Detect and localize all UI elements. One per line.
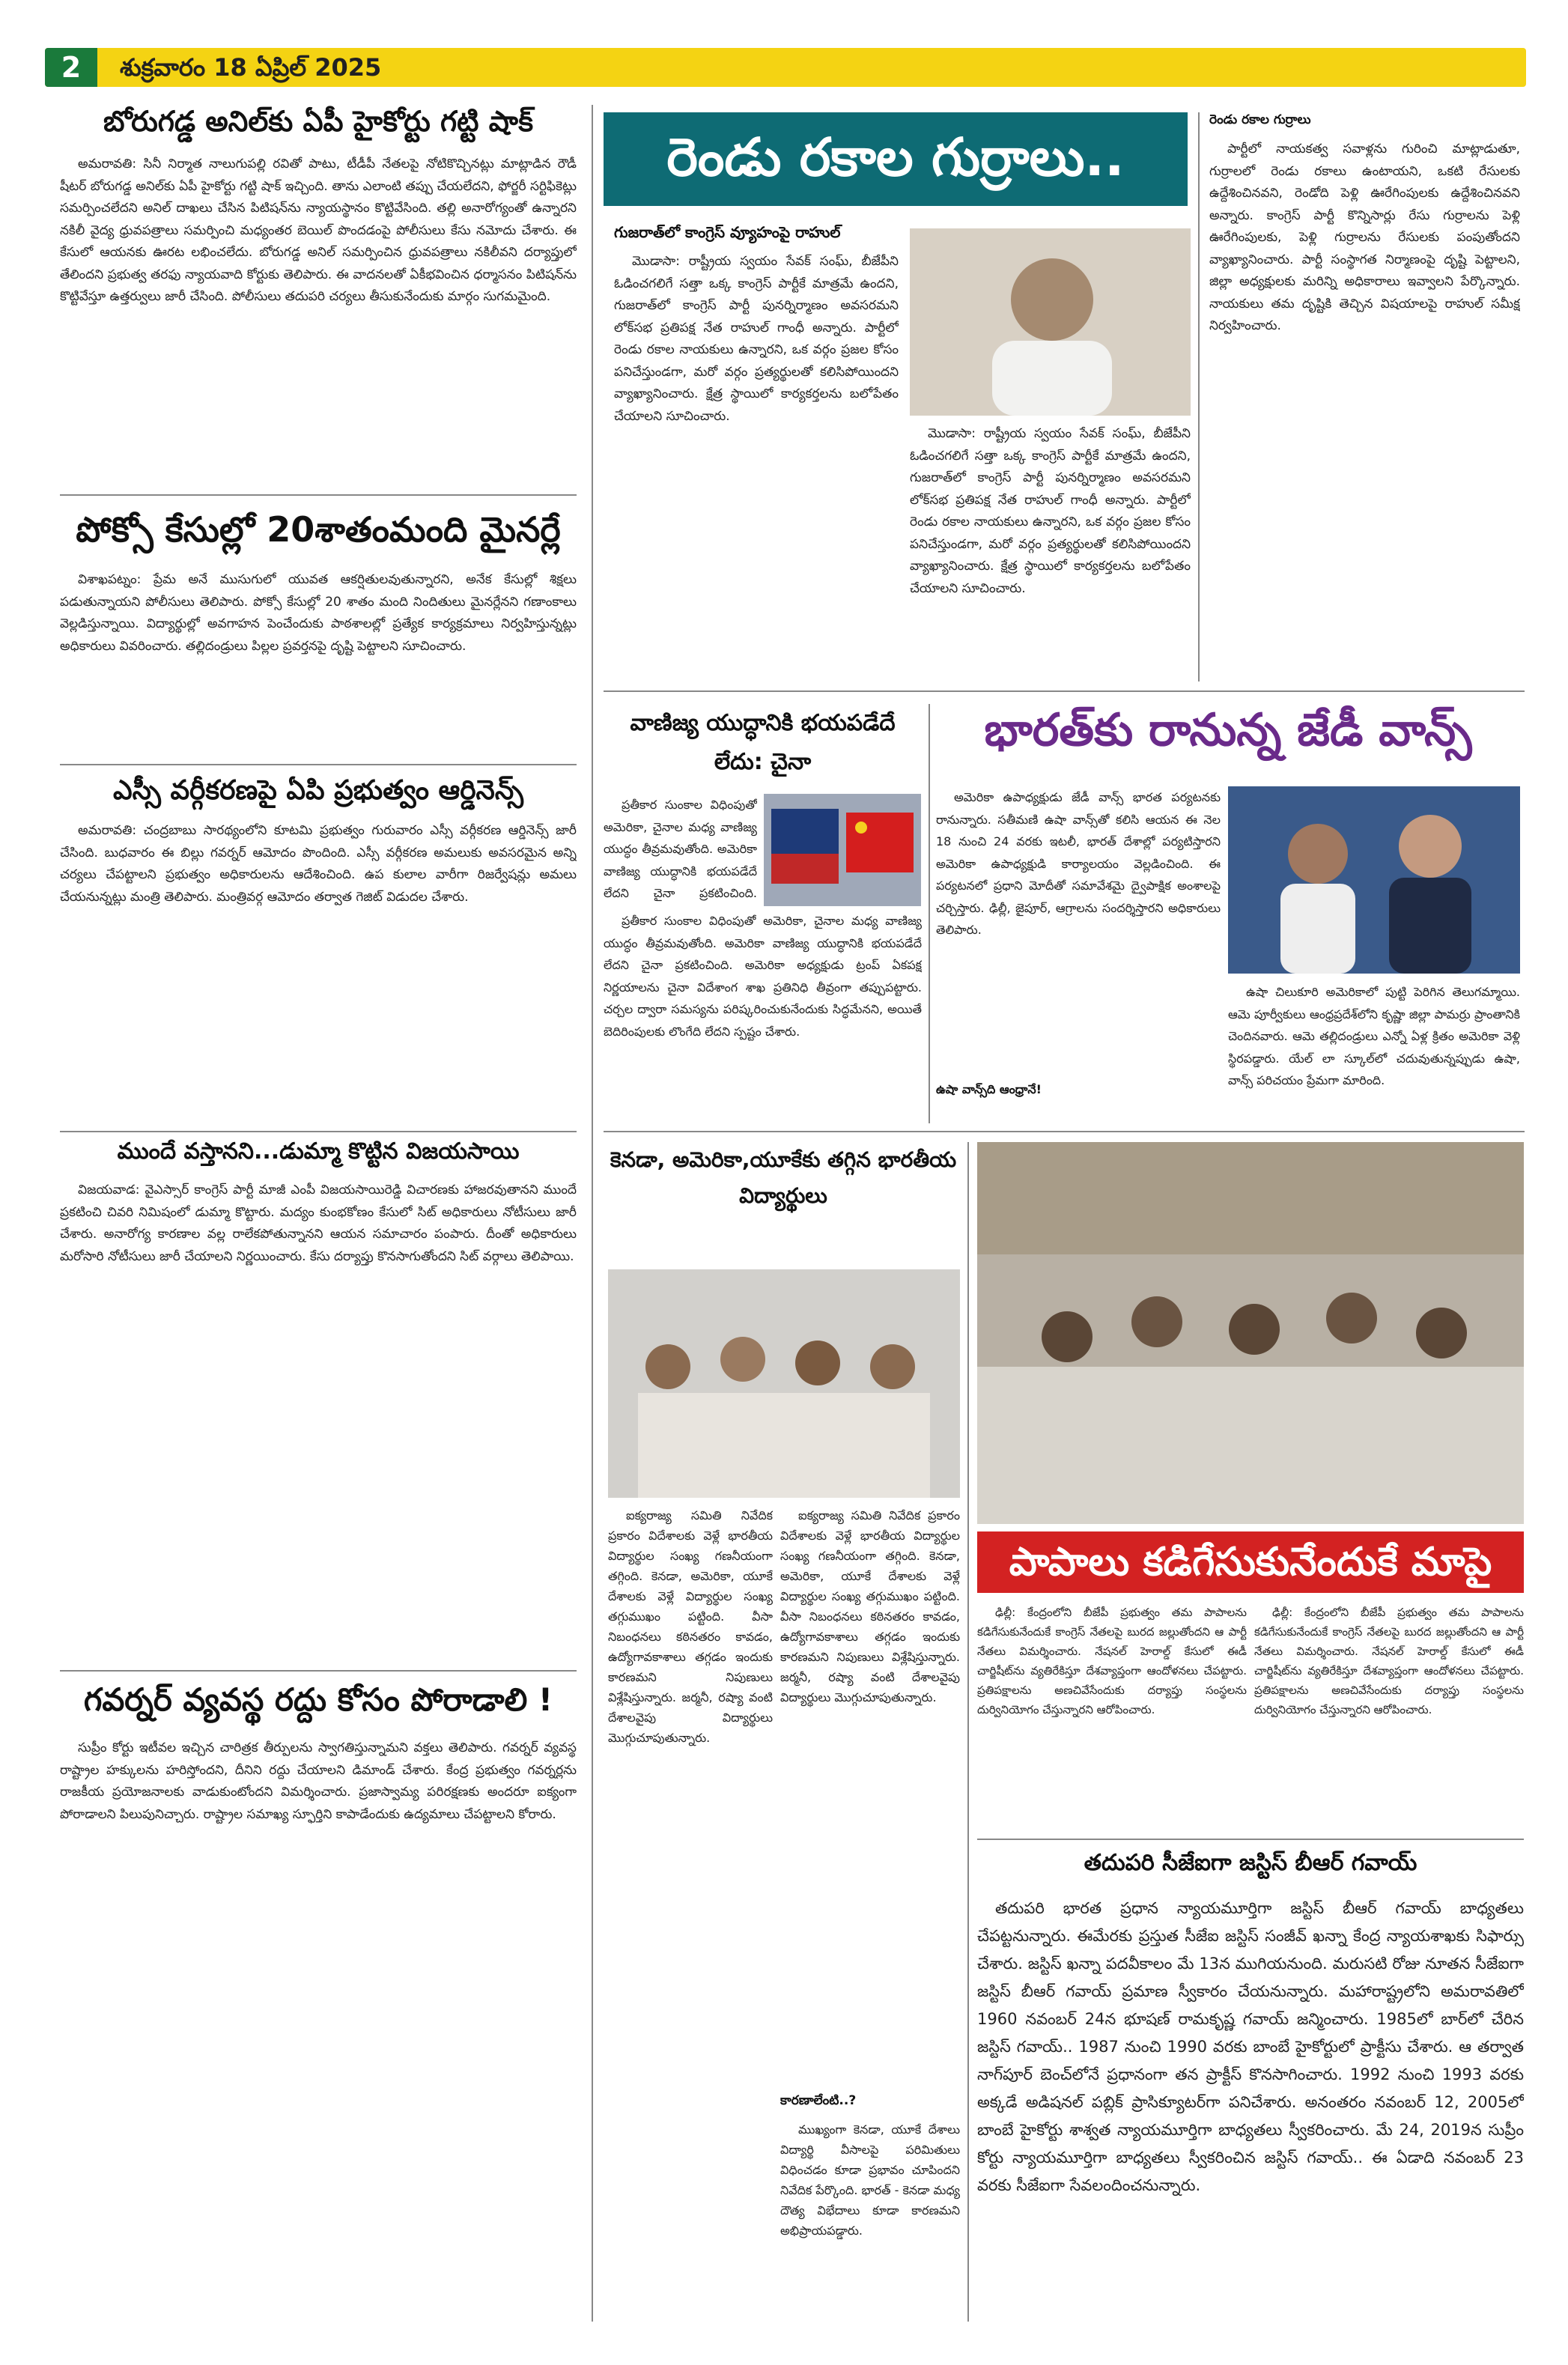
article-pocso bbox=[60, 569, 577, 749]
article-body: అమెరికా ఉపాధ్యక్షుడు జేడీ వాన్స్ భారత పర్యటనకు రానున్నారు. సతీమణి ఉషా వాన్స్‌తో కలిసి ఆయన ఈ నెల 18 నుంచి 24 వరకు ఇటలీ, భారత్ దేశాల్లో పర్యటిస్తారని అమెరికా ఉపాధ్యక్షుడి కార్యాలయం వెల్లడించింది. ఈ పర్యటనలో ప్రధాని మోదీతో సమావేశమై ద్వైపాక్షిక అంశాలపై చర్చిస్తారు. ఢిల్లీ, జైపూర్, ఆగ్రాలను సందర్శిస్తారని అధికారులు తెలిపారు. bbox=[936, 790, 1221, 937]
photo-flags bbox=[764, 794, 921, 906]
article-divider bbox=[60, 1670, 577, 1672]
photo-students bbox=[608, 1269, 960, 1498]
headline-vance: భారత్‌కు రానున్న జేడీ వాన్స్ bbox=[984, 704, 1472, 756]
article-governor bbox=[60, 1737, 577, 2322]
page-number: 2 bbox=[45, 48, 97, 87]
column-divider bbox=[1198, 112, 1200, 681]
article-body: అమరావతి: సినీ నిర్మాత నాలుగుపల్లి రవితో పాటు, టీడీపీ నేతలపై నోటికొచ్చినట్లు మాట్లాడిన రౌడీ షీటర్ బోరుగడ్డ అనిల్‌కు ఏపీ హైకోర్టు గట్టి షాక్ ఇచ్చింది. తాను ఎలాంటి తప్పు చేయలేదని, ఫోర్జరీ సర్టిఫికెట్లు సమర్పించలేదని అనిల్ దాఖలు చేసిన పిటిషన్‌ను న్యాయస్థానం కొట్టివేసింది. తల్లి అనారోగ్యంతో ఉన్నారని నకిలీ వైద్య ధ్రువపత్రాలు సమర్పించి మధ్యంతర బెయిల్ పొందడంపై పోలీసులు కేసు నమోదు చేశారు. ఈ కేసులో ఆయనకు ఊరట లభించలేదు. బోరుగడ్డ అనిల్ సమర్పించిన ధ్రువపత్రాలు నకిలీవని దర్యాప్తులో తేలిందని ప్రభుత్వ తరఫు న్యాయవాది కోర్టుకు తెలిపారు. ఈ వాదనలతో ఏకీభవించిన ధర్మాసనం పిటిషన్‌ను కొట్టివేస్తూ ఉత్తర్వులు జారీ చేసింది. పోలీసులు తదుపరి చర్యలు తీసుకునేందుకు మార్గం సుగమమైంది. bbox=[60, 157, 577, 304]
subhead-usha: ఉషా వాన్స్‌ది ఆంధ్రానే! bbox=[936, 1082, 1042, 1096]
headline-gavai: తదుపరి సీజేఐగా జస్టిస్ బీఆర్ గవాయ్ bbox=[1084, 1850, 1417, 1876]
page-header bbox=[45, 48, 1526, 87]
article-gavai bbox=[977, 1895, 1524, 2322]
article-body: విజయవాడ: వైఎస్సార్ కాంగ్రెస్ పార్టీ మాజీ ఎంపీ విజయసాయిరెడ్డి విచారణకు హాజరవుతానని ముందే ప్రకటించి చివరి నిమిషంలో డుమ్మా కొట్టారు. మద్యం కుంభకోణం కేసులో సిట్ అధికారులు నోటీసులు జారీ చేశారు. అనారోగ్య కారణాల వల్ల రాలేకపోతున్నానని ఆయన సమాచారం పంపారు. దీంతో అధికారులు మరోసారి నోటీసులు జారీ చేయాలని నిర్ణయించారు. కేసు దర్యాప్తు కొనసాగుతోందని సిట్ వర్గాలు తెలిపాయి. bbox=[60, 1182, 577, 1264]
article-rahul-cont bbox=[910, 423, 1191, 670]
headline-protest: పాపాలు కడిగేసుకునేందుకే మాపై bbox=[977, 1531, 1524, 1593]
issue-date: శుక్రవారం 18 ఏప్రిల్ 2025 bbox=[120, 53, 382, 82]
article-body: ఢిల్లీ: కేంద్రంలోని బీజేపీ ప్రభుత్వం తమ పాపాలను కడిగేసుకునేందుకే కాంగ్రెస్ నేతలపై బురద జల్లుతోందని ఆ పార్టీ నేతలు విమర్శించారు. నేషనల్ హెరాల్డ్ కేసులో ఈడీ చార్జిషీట్‌ను వ్యతిరేకిస్తూ దేశవ్యాప్తంగా ఆందోళనలు చేపట్టారు. ప్రతిపక్షాలను అణచివేసేందుకు దర్యాప్తు సంస్థలను దుర్వినియోగం చేస్తున్నారని ఆరోపించారు. bbox=[977, 1606, 1247, 1716]
person-photo-icon bbox=[910, 228, 1191, 416]
article-anil bbox=[60, 154, 577, 483]
article-protest-a bbox=[977, 1603, 1247, 1827]
article-body: మొడాసా: రాష్ట్రీయ స్వయం సేవక్ సంఘ్, బీజేపీని ఓడించగలిగే సత్తా ఒక్క కాంగ్రెస్ పార్టీకే మాత్రమే ఉందని, గుజరాత్‌లో కాంగ్రెస్ పార్టీ పునర్నిర్మాణం అవసరమని లోక్‌సభ ప్రతిపక్ష నేత రాహుల్ గాంధీ అన్నారు. పార్టీలో రెండు రకాల నాయకులు ఉన్నారని, ఒక వర్గం ప్రజల కోసం పనిచేస్తుండగా, మరో వర్గం ప్రత్యర్థులతో కలిసిపోయిందని వ్యాఖ్యానించారు. క్షేత్ర స్థాయిలో కార్యకర్తలను బలోపేతం చేయాలని సూచించారు. bbox=[910, 426, 1191, 596]
article-body: అమరావతి: చంద్రబాబు సారథ్యంలోని కూటమి ప్రభుత్వం గురువారం ఎస్సీ వర్గీకరణ ఆర్డినెన్స్ జారీ చేసింది. బుధవారం ఈ బిల్లు గవర్నర్ ఆమోదం పొందింది. ఎస్సీ వర్గీకరణ అమలుకు అవసరమైన అన్ని చర్యలు చేపట్టాలని ప్రభుత్వం అధికారులను ఆదేశించింది. ఉప కులాల వారీగా రిజర్వేషన్లు అమలు చేయనున్నట్లు మంత్రి తెలిపారు. మంత్రివర్గ ఆమోదం తర్వాత గెజిట్ విడుదల చేశారు. bbox=[60, 823, 577, 905]
headline-rahul: గుజరాత్‌లో కాంగ్రెస్ వ్యూహంపై రాహుల్ bbox=[614, 223, 841, 241]
group-photo-icon bbox=[608, 1269, 960, 1498]
article-divider bbox=[604, 1131, 1525, 1132]
article-body: ప్రతీకార సుంకాల విధింపుతో అమెరికా, చైనాల మధ్య వాణిజ్య యుద్ధం తీవ్రమవుతోంది. అమెరికా వాణిజ్య యుద్ధానికి భయపడేదే లేదని చైనా ప్రకటించింది. అమెరికా అధ్యక్షుడు ట్రంప్ ఏకపక్ష నిర్ణయాలను చైనా విదేశాంగ శాఖ ప్రతినిధి తీవ్రంగా తప్పుపట్టారు. చర్చల ద్వారా సమస్యను పరిష్కరించుకునేందుకు సిద్ధమేనని, అయితే బెదిరింపులకు లొంగేది లేదని స్పష్టం చేశారు. bbox=[604, 914, 922, 1039]
article-students-a bbox=[608, 1505, 773, 2322]
article-sc bbox=[60, 820, 577, 1120]
article-students-b bbox=[780, 1505, 960, 2089]
article-body: మొడాసా: రాష్ట్రీయ స్వయం సేవక్ సంఘ్, బీజేపీని ఓడించగలిగే సత్తా ఒక్క కాంగ్రెస్ పార్టీకే మాత్రమే ఉందని, గుజరాత్‌లో కాంగ్రెస్ పార్టీ పునర్నిర్మాణం అవసరమని లోక్‌సభ ప్రతిపక్ష నేత రాహుల్ గాంధీ అన్నారు. పార్టీలో రెండు రకాల నాయకులు ఉన్నారని, ఒక వర్గం ప్రజల కోసం పనిచేస్తుండగా, మరో వర్గం ప్రత్యర్థులతో కలిసిపోయిందని వ్యాఖ్యానించారు. క్షేత్ర స్థాయిలో కార్యకర్తలను బలోపేతం చేయాలని సూచించారు. bbox=[614, 254, 899, 424]
flags-icon bbox=[764, 794, 921, 906]
article-body: పార్టీలో నాయకత్వ సవాళ్లను గురించి మాట్లాడుతూ, గుర్రాలలో రెండు రకాలు ఉంటాయని, ఒకటి రేసులకు ఉద్దేశించినవని, రెండోది పెళ్లి ఊరేగింపులకు ఉద్దేశించినవని అన్నారు. కాంగ్రెస్ పార్టీ కొన్నిసార్లు రేసు గుర్రాలను పెళ్లి ఊరేగింపులకు, పెళ్లి గుర్రాలను రేసులకు పంపుతోందని వ్యాఖ్యానించారు. పార్టీ సంస్థాగత నిర్మాణంపై దృష్టి పెట్టాలని, జిల్లా అధ్యక్షులకు మరిన్ని అధికారాలు ఇవ్వాలని పేర్కొన్నారు. నాయకులు తమ దృష్టికి తెచ్చిన విషయాలపై రాహుల్ సమీక్ష నిర్వహించారు. bbox=[1209, 142, 1520, 333]
article-body: ముఖ్యంగా కెనడా, యూకే దేశాలు విద్యార్థి వీసాలపై పరిమితులు విధించడం కూడా ప్రభావం చూపిందని నివేదిక పేర్కొంది. భారత్ - కెనడా మధ్య దౌత్య విభేదాలు కూడా కారణమని అభిప్రాయపడ్డారు. bbox=[780, 2122, 960, 2238]
person-photo-icon bbox=[1228, 786, 1520, 974]
article-horses-side bbox=[1209, 139, 1520, 678]
article-body: తదుపరి భారత ప్రధాన న్యాయమూర్తిగా జస్టిస్ బీఆర్ గవాయ్ బాధ్యతలు చేపట్టనున్నారు. ఈమేరకు ప్రస్తుత సీజేఐ జస్టిస్ సంజీవ్ ఖన్నా కేంద్ర న్యాయశాఖకు సిఫార్సు చేశారు. జస్టిస్ ఖన్నా పదవీకాలం మే 13న ముగియనుంది. మరుసటి రోజు నూతన సీజేఐగా జస్టిస్ బీఆర్ గవాయ్ ప్రమాణ స్వీకారం చేయనున్నారు. మహారాష్ట్రలోని అమరావతిలో 1960 నవంబర్ 24న భూషణ్ రామకృష్ణ గవాయ్ జన్మించారు. 1985లో బార్‌లో చేరిన జస్టిస్ గవాయ్.. 1987 నుంచి 1990 వరకు బాంబే హైకోర్టులో ప్రాక్టీసు చేశారు. ఆ తర్వాత నాగ్‌పూర్ బెంచ్‌లోనే ప్రధానంగా తన ప్రాక్టీస్ కొనసాగించారు. 1992 నుంచి 1993 వరకు అక్కడే అడిషనల్ పబ్లిక్ ప్రాసిక్యూటర్‌గా పనిచేశారు. అనంతరం నవంబర్ 12, 2005లో బాంబే హైకోర్టు శాశ్వత న్యాయమూర్తిగా బాధ్యతలు స్వీకరించారు. మే 24, 2019న సుప్రీం కోర్టు న్యాయమూర్తిగా బాధ్యతలు స్వీకరించిన జస్టిస్ గవాయ్.. ఈ ఏడాది నవంబర్ 23 వరకు సీజేఐగా సేవలందించనున్నారు. bbox=[977, 1899, 1524, 2194]
headline-pocso: పోక్సో కేసుల్లో 20శాతంమంది మైనర్లే bbox=[76, 509, 561, 550]
column-divider bbox=[967, 1142, 969, 2322]
headline-anil: బోరుగడ్డ అనిల్‌కు ఏపీ హైకోర్టు గట్టి షాక్ bbox=[103, 105, 534, 138]
crowd-photo-icon bbox=[977, 1142, 1524, 1524]
article-body: ఢిల్లీ: కేంద్రంలోని బీజేపీ ప్రభుత్వం తమ పాపాలను కడిగేసుకునేందుకే కాంగ్రెస్ నేతలపై బురద జల్లుతోందని ఆ పార్టీ నేతలు విమర్శించారు. నేషనల్ హెరాల్డ్ కేసులో ఈడీ చార్జిషీట్‌ను వ్యతిరేకిస్తూ దేశవ్యాప్తంగా ఆందోళనలు చేపట్టారు. ప్రతిపక్షాలను అణచివేసేందుకు దర్యాప్తు సంస్థలను దుర్వినియోగం చేస్తున్నారని ఆరోపించారు. bbox=[1254, 1606, 1524, 1716]
photo-protest bbox=[977, 1142, 1524, 1524]
article-body: ఐక్యరాజ్య సమితి నివేదిక ప్రకారం విదేశాలకు వెళ్లే భారతీయ విద్యార్థుల సంఖ్య గణనీయంగా తగ్గింది. కెనడా, అమెరికా, యూకే దేశాలకు వెళ్లే విద్యార్థుల సంఖ్య తగ్గుముఖం పట్టింది. వీసా నిబంధనలు కఠినతరం కావడం, ఉద్యోగావకాశాలు తగ్గడం ఇందుకు కారణమని నిపుణులు విశ్లేషిస్తున్నారు. జర్మనీ, రష్యా వంటి దేశాలవైపు విద్యార్థులు మొగ్గుచూపుతున్నారు. bbox=[780, 1508, 960, 1704]
photo-vance bbox=[1228, 786, 1520, 974]
headline-governor: గవర్నర్ వ్యవస్థ రద్దు కోసం పోరాడాలి ! bbox=[83, 1681, 553, 1718]
headline-sc: ఎస్సీ వర్గీకరణపై ఏపి ప్రభుత్వం ఆర్డినెన్స్ bbox=[113, 775, 523, 806]
photo-rahul bbox=[910, 228, 1191, 416]
headline-china: వాణిజ్య యుద్ధానికి భయపడేదే లేదు: చైనా bbox=[630, 710, 896, 775]
article-divider bbox=[977, 1839, 1524, 1840]
article-body: సుప్రీం కోర్టు ఇటీవల ఇచ్చిన చారిత్రక తీర్పులను స్వాగతిస్తున్నామని వక్తలు తెలిపారు. గవర్నర్ వ్యవస్థ రాష్ట్రాల హక్కులను హరిస్తోందని, దీనిని రద్దు చేయాలని డిమాండ్ చేశారు. కేంద్ర ప్రభుత్వం గవర్నర్లను రాజకీయ ప్రయోజనాలకు వాడుకుంటోందని విమర్శించారు. ప్రజాస్వామ్య పరిరక్షణకు అందరూ ఐక్యంగా పోరాడాలని పిలుపునిచ్చారు. రాష్ట్రాల సమాఖ్య స్ఫూర్తిని కాపాడేందుకు ఉద్యమాలు చేపట్టాలని కోరారు. bbox=[60, 1740, 577, 1822]
article-usha bbox=[1228, 981, 1520, 1116]
article-china bbox=[604, 910, 922, 1112]
article-body: విశాఖపట్నం: ప్రేమ అనే ముసుగులో యువత ఆకర్షితులవుతున్నారని, అనేక కేసుల్లో శిక్షలు పడుతున్నాయని పోలీసులు తెలిపారు. పోక్సో కేసుల్లో 20 శాతం మంది నిందితులు మైనర్లేనని గణాంకాలు వెల్లడిస్తున్నాయి. విద్యార్థుల్లో అవగాహన పెంచేందుకు పాఠశాలల్లో ప్రత్యేక కార్యక్రమాలు నిర్వహిస్తున్నట్లు అధికారులు వివరించారు. తల్లిదండ్రులు పిల్లల ప్రవర్తనపై దృష్టి పెట్టాలని సూచించారు. bbox=[60, 572, 577, 654]
headline-vijay: ముందే వస్తానని...డుమ్మా కొట్టిన విజయసాయి bbox=[117, 1138, 520, 1165]
headline-students: కెనడా, అమెరికా,యూకేకు తగ్గిన భారతీయ విద్యార్థులు bbox=[610, 1147, 957, 1208]
article-divider bbox=[60, 1131, 577, 1132]
article-vance bbox=[936, 786, 1221, 1078]
article-protest-b bbox=[1254, 1603, 1524, 1827]
article-rahul bbox=[614, 251, 899, 670]
column-divider bbox=[929, 704, 930, 1123]
article-divider bbox=[60, 764, 577, 765]
article-divider bbox=[60, 494, 577, 496]
subhead-horses: రెండు రకాల గుర్రాలు bbox=[1209, 112, 1311, 127]
column-divider bbox=[592, 105, 593, 2322]
article-vijay bbox=[60, 1180, 577, 1651]
article-body: ఉషా చిలుకూరి అమెరికాలో పుట్టి పెరిగిన తెలుగమ్మాయి. ఆమె పూర్వీకులు ఆంధ్రప్రదేశ్‌లోని కృష్ణా జిల్లా పామర్రు ప్రాంతానికి చెందినవారు. ఆమె తల్లిదండ్రులు ఎన్నో ఏళ్ల క్రితం అమెరికా వెళ్లి స్థిరపడ్డారు. యేల్ లా స్కూల్‌లో చదువుతున్నప్పుడు ఉషా, వాన్స్ పరిచయం ప్రేమగా మారింది. bbox=[1228, 985, 1520, 1087]
article-body: ప్రతీకార సుంకాల విధింపుతో అమెరికా, చైనాల మధ్య వాణిజ్య యుద్ధం తీవ్రమవుతోంది. అమెరికా వాణిజ్య యుద్ధానికి భయపడేదే లేదని చైనా ప్రకటించింది. bbox=[604, 798, 757, 900]
subhead-reasons: కారణాలేంటి..? bbox=[780, 2093, 857, 2108]
article-divider bbox=[604, 690, 1525, 692]
article-reasons bbox=[780, 2119, 960, 2322]
article-china-a bbox=[604, 794, 757, 906]
banner-horses: రెండు రకాల గుర్రాలు.. bbox=[604, 112, 1188, 206]
article-body: ఐక్యరాజ్య సమితి నివేదిక ప్రకారం విదేశాలకు వెళ్లే భారతీయ విద్యార్థుల సంఖ్య గణనీయంగా తగ్గింది. కెనడా, అమెరికా, యూకే దేశాలకు వెళ్లే విద్యార్థుల సంఖ్య తగ్గుముఖం పట్టింది. వీసా నిబంధనలు కఠినతరం కావడం, ఉద్యోగావకాశాలు తగ్గడం ఇందుకు కారణమని నిపుణులు విశ్లేషిస్తున్నారు. జర్మనీ, రష్యా వంటి దేశాలవైపు విద్యార్థులు మొగ్గుచూపుతున్నారు. bbox=[608, 1508, 773, 1745]
